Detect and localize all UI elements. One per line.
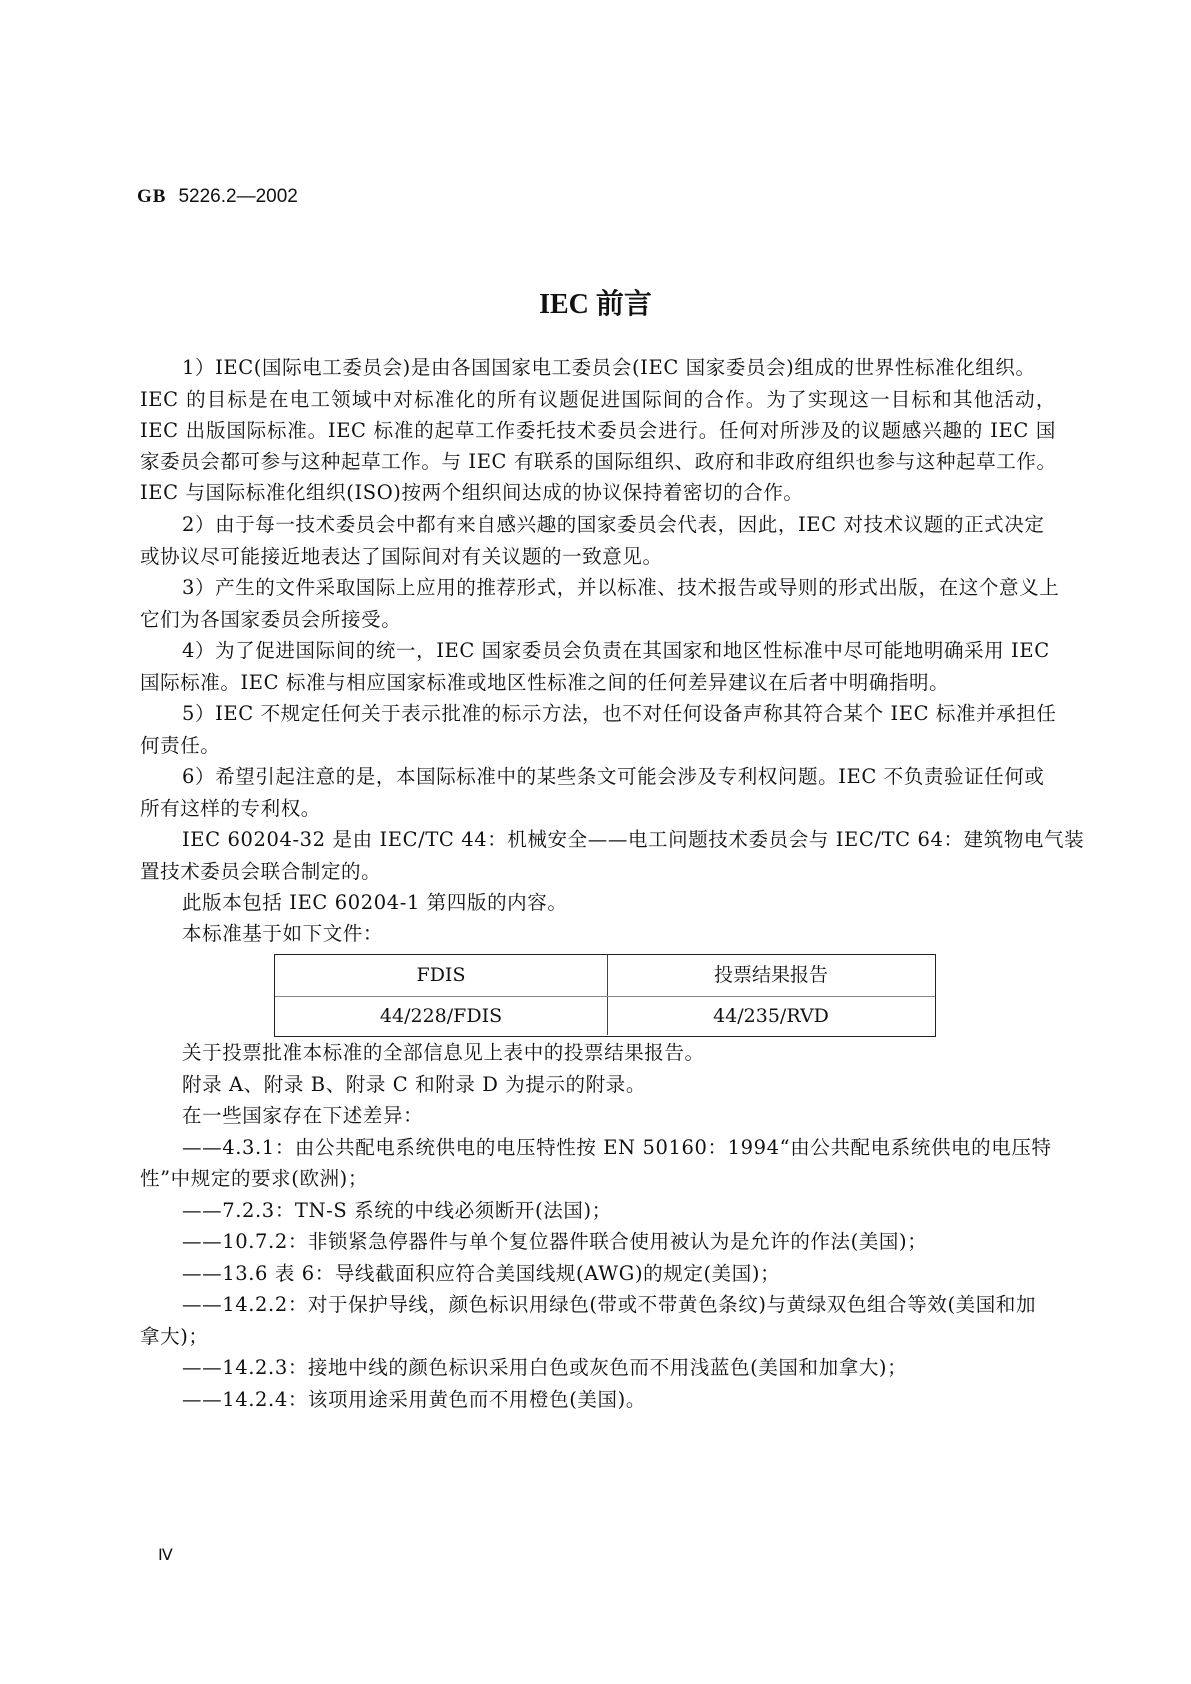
page-number: Ⅳ <box>158 1547 173 1564</box>
text-line: 1）IEC(国际电工委员会)是由各国国家电工委员会(IEC 国家委员会)组成的世界性标准化组织。 <box>182 356 1036 379</box>
text-line: 置技术委员会联合制定的。 <box>140 860 382 883</box>
text-line: IEC 出版国际标准。IEC 标准的起草工作委托技术委员会进行。任何对所涉及的议题感兴趣的 IEC 国 <box>140 419 1056 442</box>
text-line: ——7.2.3：TN-S 系统的中线必须断开(法国)； <box>182 1199 612 1222</box>
text-line: 家委员会都可参与这种起草工作。与 IEC 有联系的国际组织、政府和非政府组织也参与这种起草工作。 <box>140 450 1057 473</box>
text-line: 2）由于每一技术委员会中都有来自感兴趣的国家委员会代表，因此，IEC 对技术议题的正式决定 <box>182 513 1045 536</box>
standard-prefix: GB <box>137 186 167 207</box>
text-line: 国际标准。IEC 标准与相应国家标准或地区性标准之间的任何差异建议在后者中明确指明。 <box>140 671 950 694</box>
text-line: 6）希望引起注意的是，本国际标准中的某些条文可能会涉及专利权问题。IEC 不负责验证任何或 <box>182 765 1045 788</box>
text-line: IEC 与国际标准化组织(ISO)按两个组织间达成的协议保持着密切的合作。 <box>140 481 804 504</box>
voting-documents-table <box>274 954 936 1037</box>
text-line: 何责任。 <box>140 734 221 757</box>
table-header-row <box>275 955 935 997</box>
text-line: ——4.3.1：由公共配电系统供电的电压特性按 EN 50160：1994“由公共配电系统供电的电压特 <box>182 1136 1052 1159</box>
text-line: ——14.2.3：接地中线的颜色标识采用白色或灰色而不用浅蓝色(美国和加拿大)； <box>182 1356 908 1379</box>
text-line: ——14.2.2：对于保护导线，颜色标识用绿色(带或不带黄色条纹)与黄绿双色组合等效(美国和加 <box>182 1293 1037 1316</box>
text-line: 3）产生的文件采取国际上应用的推荐形式，并以标准、技术报告或导则的形式出版，在这个意义上 <box>182 576 1060 599</box>
text-line: 关于投票批准本标准的全部信息见上表中的投票结果报告。 <box>182 1041 705 1064</box>
text-line: 性”中规定的要求(欧洲)； <box>140 1167 368 1190</box>
table-row <box>275 996 935 1037</box>
text-line: 拿大)； <box>140 1325 209 1348</box>
text-line: IEC 的目标是在电工领域中对标准化的所有议题促进国际间的合作。为了实现这一目标和其他活动， <box>140 388 1056 411</box>
text-line: 此版本包括 IEC 60204-1 第四版的内容。 <box>182 891 568 914</box>
text-line: 或协议尽可能接近地表达了国际间对有关议题的一致意见。 <box>140 545 663 568</box>
text-line: 它们为各国家委员会所接受。 <box>140 608 402 631</box>
text-line: 所有这样的专利权。 <box>140 797 321 820</box>
text-line: ——14.2.4：该项用途采用黄色而不用橙色(美国)。 <box>182 1388 646 1411</box>
text-line: ——10.7.2：非锁紧急停器件与单个复位器件联合使用被认为是允许的作法(美国)； <box>182 1230 928 1253</box>
table-header-vote-report: 投票结果报告 <box>713 964 828 986</box>
text-line: IEC 60204-32 是由 IEC/TC 44：机械安全——电工问题技术委员会与 IEC/TC 64：建筑物电气装 <box>182 828 1085 851</box>
text-line: 4）为了促进国际间的统一，IEC 国家委员会负责在其国家和地区性标准中尽可能地明确采用 IEC <box>182 639 1050 662</box>
text-line: 5）IEC 不规定任何关于表示批准的标示方法，也不对任何设备声称其符合某个 IEC 标准并承担任 <box>182 702 1057 725</box>
standard-number: 5226.2—2002 <box>178 186 298 207</box>
text-line: 附录 A、附录 B、附录 C 和附录 D 为提示的附录。 <box>182 1073 646 1096</box>
text-line: ——13.6 表 6：导线截面积应符合美国线规(AWG)的规定(美国)； <box>182 1262 781 1285</box>
standard-header <box>137 185 298 208</box>
text-line: 本标准基于如下文件： <box>182 922 384 945</box>
page-title: IEC 前言 <box>539 289 652 320</box>
text-line: 在一些国家存在下述差异： <box>182 1104 424 1127</box>
table-cell-fdis: 44/228/FDIS <box>379 1005 503 1027</box>
table-cell-rvd: 44/235/RVD <box>713 1005 829 1027</box>
table-header-fdis: FDIS <box>416 964 466 986</box>
